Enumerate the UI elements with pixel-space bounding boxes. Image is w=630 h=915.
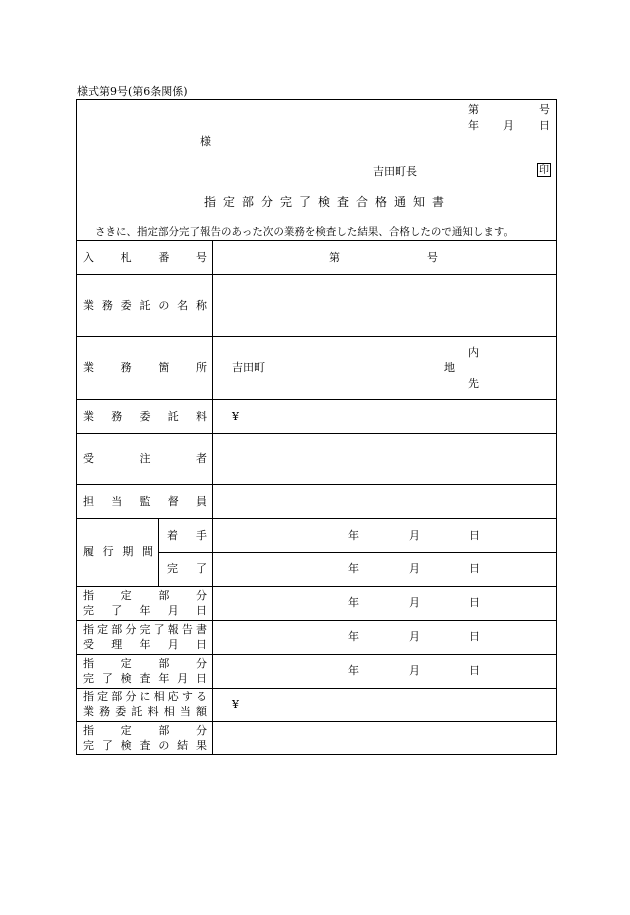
inspection-result-label-line1: 指 定 部 分 [83, 724, 207, 737]
period-label: 履 行 期 間 [83, 545, 153, 558]
period-start-label: 着 手 [167, 529, 207, 542]
fee-label: 業 務 委 託 料 [83, 410, 207, 423]
date-year: 年 [348, 630, 359, 643]
date-year: 年 [348, 664, 359, 677]
addressee-suffix: 様 [200, 135, 211, 148]
row-divider [76, 518, 557, 519]
corresponding-fee-yen: ¥ [232, 698, 239, 711]
date-year: 年 [348, 562, 359, 575]
date-month: 月 [409, 562, 420, 575]
row-divider [76, 688, 557, 689]
inspection-date-label-line2: 完 了 検 査 年 月 日 [83, 672, 207, 685]
row-divider [76, 336, 557, 337]
number-suffix: 号 [539, 103, 550, 116]
period-column-divider [158, 518, 159, 586]
corresponding-fee-label-line1: 指 定 部 分 に 相 応 す る [83, 690, 207, 703]
bid-number-label: 入 札 番 号 [83, 251, 207, 264]
date-day: 日 [469, 630, 480, 643]
date-day: 日 [469, 529, 480, 542]
designated-completion-label-line2: 完 了 年 月 日 [83, 604, 207, 617]
inspection-date-label-line1: 指 定 部 分 [83, 657, 207, 670]
number-label: 第 [468, 103, 479, 116]
report-received-label-line1: 指 定 部 分 完 了 報 告 書 [83, 623, 207, 636]
form-id: 様式第9号(第6条関係) [77, 85, 188, 98]
row-divider [76, 721, 557, 722]
row-divider [76, 620, 557, 621]
location-inner: 内 [468, 346, 479, 359]
row-divider [76, 484, 557, 485]
location-label: 業 務 箇 所 [83, 361, 207, 374]
table-top-border [76, 240, 557, 241]
date-year: 年 [348, 529, 359, 542]
row-divider [76, 654, 557, 655]
date-day: 日 [469, 664, 480, 677]
body-text: さきに、指定部分完了報告のあった次の業務を検査した結果、合格したので通知します。 [95, 226, 515, 238]
bid-number-suffix: 号 [427, 251, 438, 264]
date-day-label: 日 [539, 119, 550, 132]
designated-completion-label-line1: 指 定 部 分 [83, 589, 207, 602]
row-divider [76, 586, 557, 587]
row-divider [158, 552, 557, 553]
date-month-label: 月 [503, 119, 514, 132]
location-town: 吉田町 [232, 361, 265, 374]
date-day: 日 [469, 596, 480, 609]
row-divider [76, 399, 557, 400]
row-divider [76, 433, 557, 434]
location-ahead: 先 [468, 377, 479, 390]
report-received-label-line2: 受 理 年 月 日 [83, 638, 207, 651]
date-month: 月 [409, 630, 420, 643]
date-year-label: 年 [468, 119, 479, 132]
period-end-label: 完 了 [167, 562, 207, 575]
inspection-result-label-line2: 完 了 検 査 の 結 果 [83, 739, 207, 752]
location-land: 地 [444, 361, 455, 374]
contract-name-label: 業 務 委 託 の 名 称 [83, 299, 207, 312]
fee-yen: ¥ [232, 410, 239, 423]
row-divider [76, 274, 557, 275]
date-year: 年 [348, 596, 359, 609]
supervisor-label: 担 当 監 督 員 [83, 495, 207, 508]
bid-number-prefix: 第 [329, 251, 340, 264]
document-title: 指定部分完了検査合格通知書 [204, 195, 452, 209]
date-day: 日 [469, 562, 480, 575]
date-month: 月 [409, 664, 420, 677]
date-month: 月 [409, 596, 420, 609]
corresponding-fee-label-line2: 業 務 委 託 料 相 当 額 [83, 705, 207, 718]
seal-mark: 印 [539, 165, 549, 176]
column-divider [212, 240, 213, 755]
issuer-name: 吉田町長 [373, 165, 417, 178]
contractor-label: 受 注 者 [83, 452, 207, 465]
date-month: 月 [409, 529, 420, 542]
